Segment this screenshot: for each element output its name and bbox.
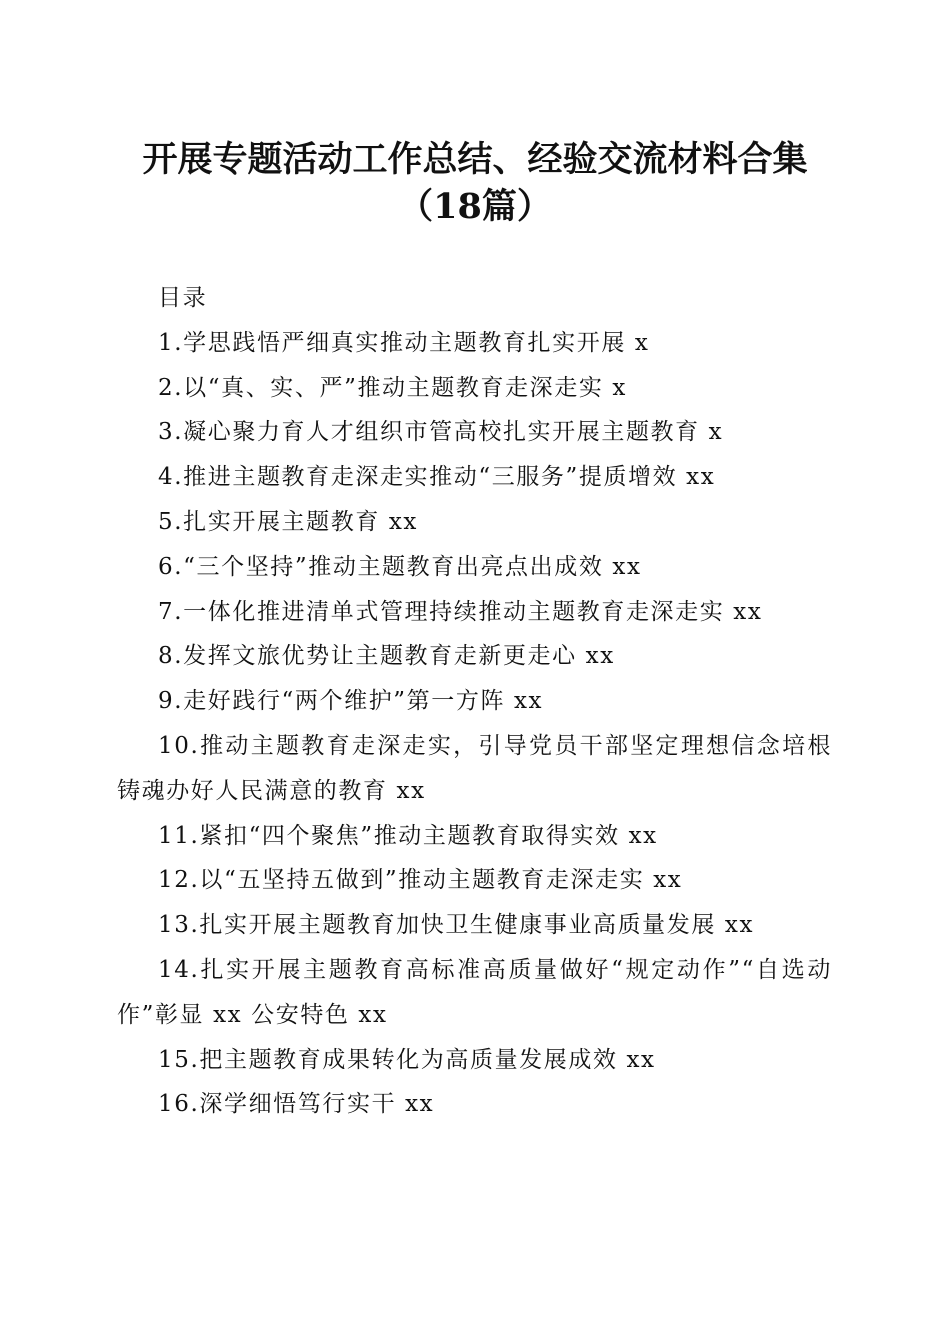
toc-item: 5.扎实开展主题教育 xx [158, 508, 418, 535]
toc-item: 13.扎实开展主题教育加快卫生健康事业高质量发展 xx [158, 912, 755, 939]
toc-item: 9.走好践行“两个维护”第一方阵 xx [158, 688, 544, 715]
toc-item: 11.紧扣“四个聚焦”推动主题教育取得实效 xx [158, 822, 658, 849]
toc-item: 2.以“真、实、严”推动主题教育走深走实 x [158, 374, 627, 401]
title-line-2: （18篇） [398, 186, 552, 227]
toc-item: 16.深学细悟笃行实干 xx [158, 1091, 435, 1118]
toc-item: 15.把主题教育成果转化为高质量发展成效 xx [158, 1046, 656, 1073]
toc-item: 8.发挥文旅优势让主题教育走新更走心 xx [158, 643, 615, 670]
toc-item: 1.学思践悟严细真实推动主题教育扎实开展 x [158, 329, 650, 356]
toc-item: 4.推进主题教育走深走实推动“三服务”提质增效 xx [158, 464, 716, 491]
document-title [60, 136, 890, 230]
toc-item: 6.“三个坚持”推动主题教育出亮点出成效 xx [158, 553, 642, 580]
table-of-contents [117, 276, 832, 1127]
toc-item: 7.一体化推进清单式管理持续推动主题教育走深走实 xx [158, 598, 763, 625]
toc-item: 10.推动主题教育走深走实，引导党员干部坚定理想信念培根铸魂办好人民满意的教育 xx [117, 732, 832, 804]
title-line-1: 开展专题活动工作总结、经验交流材料合集 [142, 139, 808, 180]
toc-item: 14.扎实开展主题教育高标准高质量做好“规定动作”“自选动作”彰显 xx 公安特色 xx [117, 956, 832, 1028]
toc-item: 3.凝心聚力育人才组织市管高校扎实开展主题教育 x [158, 419, 724, 446]
toc-item: 12.以“五坚持五做到”推动主题教育走深走实 xx [158, 867, 683, 894]
toc-heading: 目录 [158, 285, 208, 311]
